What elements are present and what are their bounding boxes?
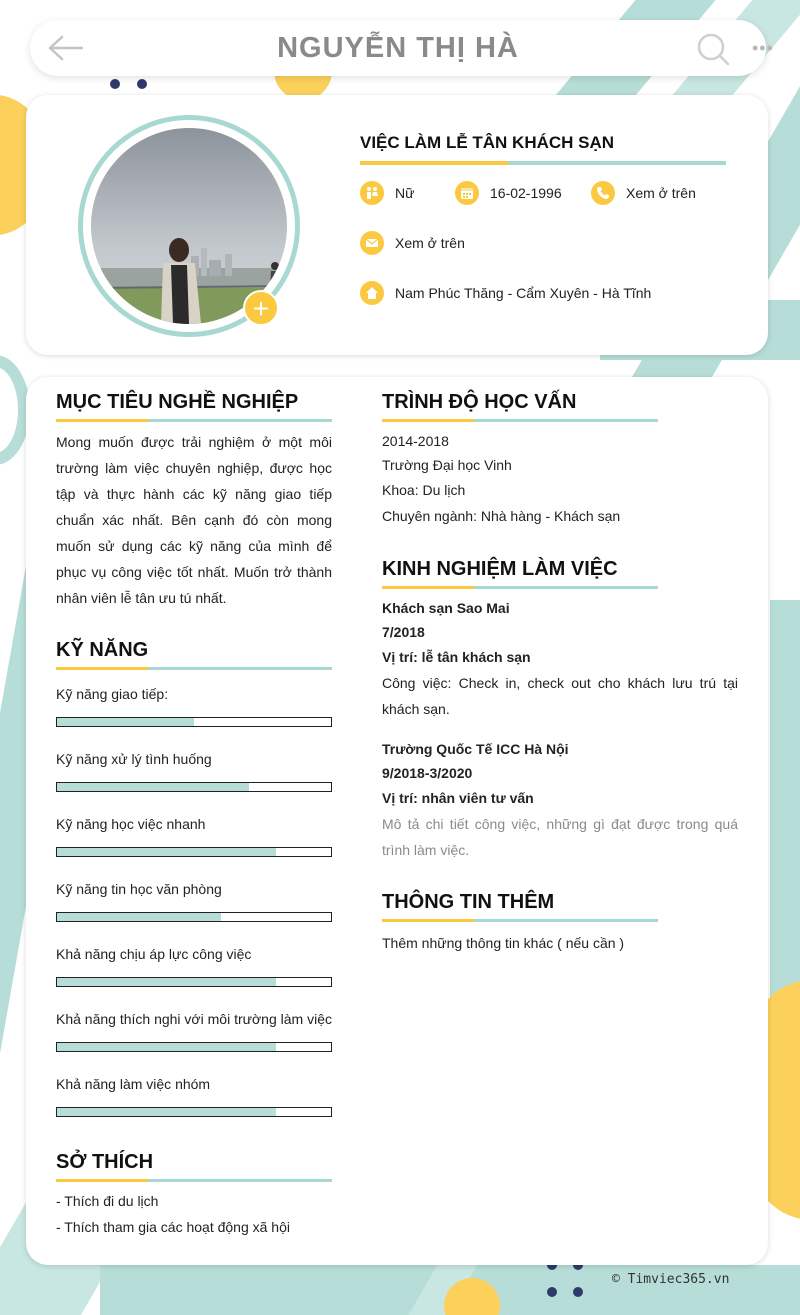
skill-bar xyxy=(56,782,332,792)
job-title: VIỆC LÀM LỄ TÂN KHÁCH SẠN xyxy=(360,133,615,152)
skill-label: Kỹ năng xử lý tình huống xyxy=(56,751,212,767)
profile-card xyxy=(26,95,768,355)
section-underline xyxy=(56,419,332,422)
search-icon[interactable] xyxy=(696,32,730,66)
calendar-icon xyxy=(455,181,479,205)
education-school: Trường Đại học Vinh xyxy=(382,457,512,473)
job-company: Trường Quốc Tế ICC Hà Nội xyxy=(382,741,569,757)
objective-title: MỤC TIÊU NGHỀ NGHIỆP xyxy=(56,391,299,413)
job-company: Khách sạn Sao Mai xyxy=(382,600,510,616)
job-position: Vị trí: lễ tân khách sạn xyxy=(382,649,531,665)
page-title: NGUYỄN THỊ HÀ xyxy=(277,32,519,64)
education-major: Chuyên ngành: Nhà hàng - Khách sạn xyxy=(382,508,621,524)
gender-icon xyxy=(360,181,384,205)
address-info xyxy=(360,281,651,305)
section-underline xyxy=(56,667,332,670)
birthday-info xyxy=(455,181,562,205)
section-underline xyxy=(56,1179,332,1182)
job-period: 9/2018-3/2020 xyxy=(382,765,473,781)
skill-label: Khả năng chịu áp lực công việc xyxy=(56,946,252,962)
email-value: Xem ở trên xyxy=(395,235,465,251)
job-description: Công việc: Check in, check out cho khách lưu trú tại khách sạn. xyxy=(382,675,738,717)
phone-value: Xem ở trên xyxy=(626,185,696,201)
skill-bar xyxy=(56,1042,332,1052)
add-photo-button[interactable]: + xyxy=(243,290,279,326)
objective-text: Mong muốn được trải nghiệm ở một môi trường làm việc chuyên nghiệp, được học tập và thực hành các kỹ năng giao tiếp chuẩn xác nhất. Bên cạnh đó còn mong muốn sử dụng các kỹ năng của mình để phục vụ công việc tốt nhất. Muốn trở thành nhân viên lễ tân ưu tú nhất. xyxy=(56,434,332,606)
skill-label: Kỹ năng học việc nhanh xyxy=(56,816,206,832)
skills-title: KỸ NĂNG xyxy=(56,639,149,661)
home-icon xyxy=(360,281,384,305)
skill-bar xyxy=(56,977,332,987)
skill-bar xyxy=(56,717,332,727)
skill-bar xyxy=(56,912,332,922)
gender-info xyxy=(360,181,414,205)
section-underline xyxy=(382,919,658,922)
additional-text: Thêm những thông tin khác ( nếu cần ) xyxy=(382,935,625,951)
copyright: © Timviec365.vn xyxy=(612,1272,730,1287)
email-info xyxy=(360,231,465,255)
address-value: Nam Phúc Thăng - Cẩm Xuyên - Hà Tĩnh xyxy=(395,285,652,301)
section-underline xyxy=(382,419,658,422)
top-bar xyxy=(30,20,774,76)
education-title: TRÌNH ĐỘ HỌC VẤN xyxy=(382,391,577,413)
birthday-value: 16-02-1996 xyxy=(490,185,562,201)
education-faculty: Khoa: Du lịch xyxy=(382,482,466,498)
skill-bar xyxy=(56,847,332,857)
phone-info xyxy=(591,181,696,205)
phone-icon xyxy=(591,181,615,205)
skill-label: Khả năng làm việc nhóm xyxy=(56,1076,211,1092)
job-description: Mô tả chi tiết công việc, những gì đạt được trong quá trình làm việc. xyxy=(382,816,738,858)
hobby-item: - Thích đi du lịch xyxy=(56,1193,159,1209)
additional-title: THÔNG TIN THÊM xyxy=(382,891,555,913)
email-icon xyxy=(360,231,384,255)
resume-body-card xyxy=(26,377,768,1265)
hobby-item: - Thích tham gia các hoạt động xã hội xyxy=(56,1219,290,1235)
section-underline xyxy=(382,586,658,589)
skill-bar xyxy=(56,1107,332,1117)
job-position: Vị trí: nhân viên tư vấn xyxy=(382,790,534,806)
skill-label: Kỹ năng tin học văn phòng xyxy=(56,881,222,897)
skill-label: Kỹ năng giao tiếp: xyxy=(56,686,169,702)
hobbies-title: SỞ THÍCH xyxy=(56,1151,154,1173)
job-period: 7/2018 xyxy=(382,624,425,640)
job-title-underline xyxy=(360,161,726,165)
experience-title: KINH NGHIỆM LÀM VIỆC xyxy=(382,558,618,580)
education-period: 2014-2018 xyxy=(382,433,449,449)
skill-label: Khả năng thích nghi với môi trường làm việc xyxy=(56,1011,332,1027)
more-options-icon[interactable]: ••• xyxy=(752,38,774,58)
gender-value: Nữ xyxy=(395,185,415,201)
